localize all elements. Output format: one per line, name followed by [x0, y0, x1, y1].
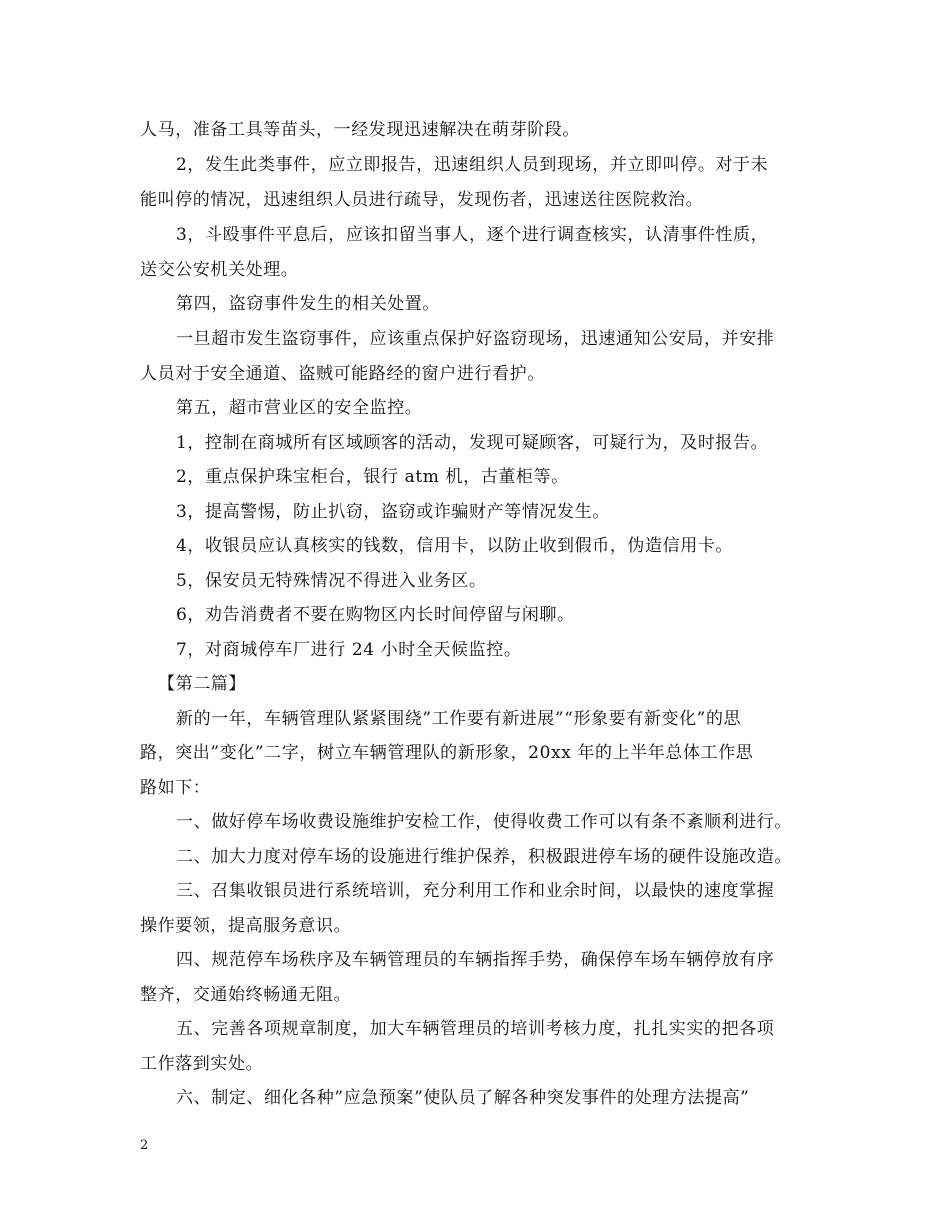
- list-item: 3，提高警惕，防止扒窃，盗窃或诈骗财产等情况发生。: [176, 502, 610, 522]
- chapter-heading: 【第二篇】: [158, 674, 246, 694]
- text-line: 能叫停的情况，迅速组织人员进行疏导，发现伤者，迅速送往医院救治。: [140, 190, 704, 210]
- list-item: 二、加大力度对停车场的设施进行维护保养，积极跟进停车场的硬件设施改造。: [176, 847, 792, 867]
- text-line: 人马，准备工具等苗头，一经发现迅速解决在萌芽阶段。: [140, 120, 580, 140]
- text-line: 路，突出”变化”二字，树立车辆管理队的新形象，20xx 年的上半年总体工作思: [140, 743, 754, 763]
- text-line: 3，斗殴事件平息后，应该扣留当事人，逐个进行调查核实，认清事件性质，: [176, 225, 769, 245]
- text-line: 整齐，交通始终畅通无阻。: [140, 985, 352, 1005]
- list-item: 四、规范停车场秩序及车辆管理员的车辆指挥手势，确保停车场车辆停放有序: [176, 950, 775, 970]
- text-line: 2，发生此类事件，应立即报告，迅速组织人员到现场，并立即叫停。对于未: [176, 155, 769, 175]
- list-item: 五、完善各项规章制度，加大车辆管理员的培训考核力度，扎扎实实的把各项: [176, 1019, 775, 1039]
- list-item: 一、做好停车场收费设施维护安检工作，使得收费工作可以有条不紊顺利进行。: [176, 812, 792, 832]
- text-line: 人员对于安全通道、盗贼可能路经的窗户进行看护。: [140, 364, 545, 384]
- list-item: 六、制定、细化各种”应急预案”使队员了解各种突发事件的处理方法提高”: [176, 1088, 750, 1108]
- text-line: 新的一年，车辆管理队紧紧围绕”工作要有新进展”“形象要有新变化”的思: [176, 709, 742, 729]
- text-line: 送交公安机关处理。: [140, 260, 299, 280]
- text-line: 工作落到实处。: [140, 1054, 264, 1074]
- section-heading: 第四，盗窃事件发生的相关处置。: [176, 294, 440, 314]
- section-heading: 第五，超市营业区的安全监控。: [176, 398, 423, 418]
- list-item: 7，对商城停车厂进行 24 小时全天候监控。: [176, 640, 522, 660]
- text-line: 路如下：: [140, 778, 211, 798]
- list-item: 2，重点保护珠宝柜台，银行 atm 机，古董柜等。: [176, 467, 569, 487]
- list-item: 三、召集收银员进行系统培训，充分利用工作和业余时间，以最快的速度掌握: [176, 881, 775, 901]
- list-item: 5，保安员无特殊情况不得进入业务区。: [176, 571, 487, 591]
- list-item: 6，劝告消费者不要在购物区内长时间停留与闲聊。: [176, 605, 575, 625]
- page-number: 2: [140, 1138, 149, 1153]
- text-line: 一旦超市发生盗窃事件，应该重点保护好盗窃现场，迅速通知公安局，并安排: [176, 329, 775, 349]
- text-line: 操作要领，提高服务意识。: [140, 916, 352, 936]
- list-item: 4，收银员应认真核实的钱数，信用卡，以防止收到假币，伪造信用卡。: [176, 536, 734, 556]
- list-item: 1，控制在商城所有区域顾客的活动，发现可疑顾客，可疑行为，及时报告。: [176, 433, 769, 453]
